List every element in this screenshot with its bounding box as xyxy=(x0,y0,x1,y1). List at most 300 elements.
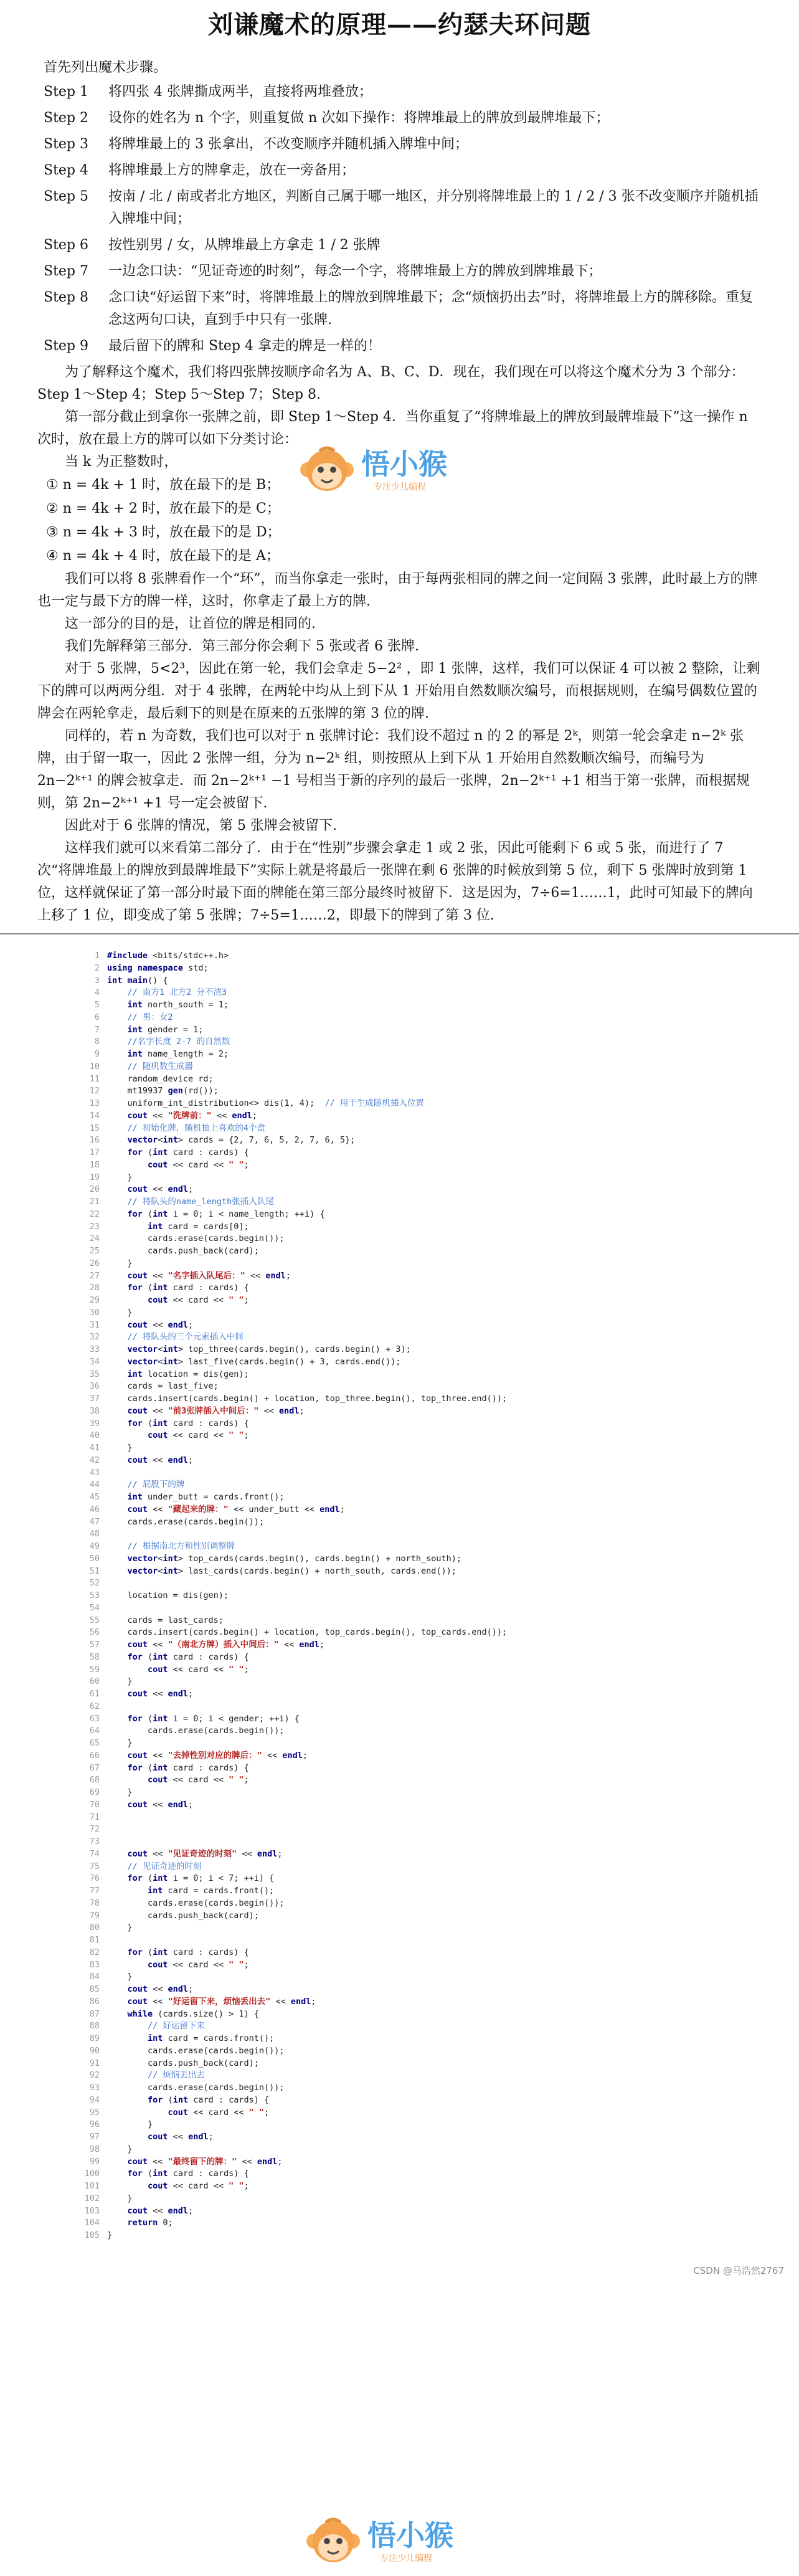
code-text: cout << endl; xyxy=(127,1184,194,1195)
line-number: 45 xyxy=(89,1492,100,1502)
paragraph-six-cards-summary: 因此对于 6 张牌的情况，第 5 张牌会被留下. xyxy=(65,818,337,834)
code-line xyxy=(62,2193,747,2205)
paragraph-purpose: 这一部分的目的是，让首位的牌是相同的. xyxy=(65,616,316,632)
code-line xyxy=(62,1098,747,1110)
case-item: ① n = 4k + 1 时，放在最下的是 B； xyxy=(46,477,280,493)
code-line xyxy=(62,1418,747,1430)
line-number: 105 xyxy=(84,2230,100,2240)
paragraph-ring: 我们可以将 8 张牌看作一个“环”，而当你拿走一张时，由于每两张相同的牌之间一定间隔 3 张牌，此时最上方的牌也一定与最下方的牌一样，这时，你拿走了最上方的牌. xyxy=(37,571,758,609)
code-block xyxy=(0,944,799,2564)
code-line xyxy=(62,1012,747,1024)
line-number: 62 xyxy=(89,1701,100,1711)
line-number: 67 xyxy=(89,1762,100,1773)
code-line xyxy=(62,1959,747,1972)
code-line xyxy=(62,1295,747,1307)
code-text: cout << card << " "; xyxy=(148,1664,249,1675)
line-number: 33 xyxy=(89,1344,100,1354)
code-text: } xyxy=(107,1676,133,1687)
paragraph-k-positive: 当 k 为正整数时， xyxy=(65,454,178,470)
line-number: 34 xyxy=(89,1356,100,1367)
line-number: 14 xyxy=(89,1110,100,1121)
code-text: // 根据南北方和性别调整牌 xyxy=(127,1541,235,1551)
code-text: int name_length = 2; xyxy=(127,1049,229,1059)
code-text: cout << endl; xyxy=(127,1799,194,1810)
code-line xyxy=(62,1984,747,1996)
line-number: 96 xyxy=(89,2119,100,2130)
code-line xyxy=(62,1516,747,1529)
step-item xyxy=(44,133,762,156)
code-line xyxy=(62,1085,747,1098)
line-number: 44 xyxy=(89,1480,100,1490)
article xyxy=(0,0,799,934)
line-number: 29 xyxy=(89,1295,100,1305)
step-text: 一边念口诀：“见证奇迹的时刻”，每念一个字，将牌堆最上方的牌放到牌堆最下； xyxy=(108,264,602,279)
code-line xyxy=(62,1688,747,1701)
watermark-brand: 悟小猴 xyxy=(367,2519,453,2552)
monkey-logo-icon xyxy=(299,442,355,498)
code-line xyxy=(62,2119,747,2131)
watermark-tagline: 专注少儿编程 xyxy=(374,482,426,492)
code-text: } xyxy=(107,1307,133,1318)
line-number: 84 xyxy=(89,1972,100,1982)
code-text: cout << card << " "; xyxy=(148,1159,249,1170)
code-line xyxy=(62,1750,747,1762)
step-item xyxy=(44,287,762,331)
code-line xyxy=(62,1369,747,1381)
step-item xyxy=(44,260,762,283)
code-text: } xyxy=(107,1738,133,1748)
step-text: 将牌堆最上的 3 张拿出，不改变顺序并随机插入牌堆中间； xyxy=(108,136,468,152)
line-number: 30 xyxy=(89,1307,100,1318)
code-text: vector<int> last_cards(cards.begin() + north_south, cards.end()); xyxy=(127,1566,456,1576)
code-text: for (int i = 0; i < 7; ++i) { xyxy=(127,1873,275,1884)
code-line xyxy=(62,1898,747,1910)
line-number: 59 xyxy=(89,1664,100,1675)
code-text: // 见证奇迹的时刻 xyxy=(127,1861,202,1871)
code-line xyxy=(62,1479,747,1491)
code-text: for (int i = 0; i < name_length; ++i) { xyxy=(127,1209,325,1219)
code-text: for (int card : cards) { xyxy=(127,1418,249,1428)
code-text: vector<int> top_cards(cards.begin(), cards.begin() + north_south); xyxy=(127,1553,461,1564)
code-text: cout << "最终留下的牌：" << endl; xyxy=(127,2156,283,2167)
code-line xyxy=(62,1491,747,1504)
steps-list xyxy=(37,81,762,358)
code-line xyxy=(62,1823,747,1836)
code-text: vector<int> last_five(cards.begin() + 3, cards.end()); xyxy=(127,1356,401,1367)
code-line xyxy=(62,2045,747,2058)
line-number: 1 xyxy=(94,951,100,961)
code-line xyxy=(62,2082,747,2094)
line-number: 48 xyxy=(89,1529,100,1539)
code-text: vector<int> top_three(cards.begin(), cards.begin() + 3); xyxy=(127,1344,411,1354)
line-number: 93 xyxy=(89,2083,100,2093)
code-text: } xyxy=(107,2144,133,2154)
code-line xyxy=(62,1577,747,1590)
step-label: Step 5 xyxy=(44,189,89,204)
code-text: // 男：女2 xyxy=(127,1012,173,1022)
line-number: 100 xyxy=(84,2169,100,2179)
code-line xyxy=(62,1762,747,1775)
code-line xyxy=(62,2008,747,2021)
code-line xyxy=(62,1036,747,1048)
watermark-brand: 悟小猴 xyxy=(361,447,447,481)
line-number: 13 xyxy=(89,1098,100,1108)
line-number: 64 xyxy=(89,1726,100,1736)
code-line xyxy=(62,1282,747,1295)
line-number: 79 xyxy=(89,1910,100,1921)
code-text: while (cards.size() > 1) { xyxy=(127,2008,259,2019)
line-number: 98 xyxy=(89,2144,100,2154)
line-number: 90 xyxy=(89,2045,100,2056)
line-number: 69 xyxy=(89,1787,100,1797)
code-line xyxy=(62,1528,747,1541)
code-line xyxy=(62,2156,747,2169)
code-line xyxy=(62,2058,747,2070)
line-number: 80 xyxy=(89,1922,100,1933)
code-text: cout << "去掉性别对应的牌后：" << endl; xyxy=(127,1750,308,1761)
line-number: 21 xyxy=(89,1197,100,1207)
code-line xyxy=(62,1627,747,1639)
code-text: // 初始化牌，随机抽上喜欢的4个盒 xyxy=(127,1123,266,1133)
code-text: cards.push_back(card); xyxy=(107,1246,259,1256)
line-number: 103 xyxy=(84,2205,100,2216)
code-text: cout << "前3张牌插入中间后：" << endl; xyxy=(127,1405,305,1416)
line-number: 25 xyxy=(89,1246,100,1256)
code-line xyxy=(62,1873,747,1885)
code-line xyxy=(62,1639,747,1652)
line-number: 51 xyxy=(89,1566,100,1576)
step-item xyxy=(44,234,762,257)
watermark xyxy=(299,436,486,505)
line-number: 97 xyxy=(89,2132,100,2142)
line-number: 101 xyxy=(84,2181,100,2191)
case-item: ④ n = 4k + 4 时，放在最下的是 A； xyxy=(46,548,280,564)
line-number: 71 xyxy=(89,1812,100,1822)
code-line xyxy=(62,1652,747,1664)
code-line xyxy=(62,2131,747,2144)
line-number: 2 xyxy=(94,962,100,973)
paragraph-part-one: 第一部分截止到拿你一张牌之前，即 Step 1～Step 4．当你重复了“将牌堆最上的牌放到最牌堆最下”这一操作 n 次时，放在最上方的牌可以如下分类讨论： xyxy=(37,409,748,447)
code-text: // 南方1 北方2 分不清3 xyxy=(127,987,227,998)
line-number: 58 xyxy=(89,1652,100,1662)
code-text: random_device rd; xyxy=(107,1073,214,1084)
line-number: 15 xyxy=(89,1123,100,1133)
line-number: 23 xyxy=(89,1221,100,1232)
line-number: 49 xyxy=(89,1541,100,1551)
line-number: 89 xyxy=(89,2033,100,2043)
line-number: 102 xyxy=(84,2193,100,2203)
step-label: Step 9 xyxy=(44,338,89,354)
code-text: } xyxy=(107,1172,133,1182)
line-number: 65 xyxy=(89,1738,100,1748)
code-text: int under_butt = cards.front(); xyxy=(127,1492,285,1502)
line-number: 50 xyxy=(89,1553,100,1564)
line-number: 9 xyxy=(94,1049,100,1059)
code-line xyxy=(62,1934,747,1947)
code-line xyxy=(62,1123,747,1135)
line-number: 88 xyxy=(89,2021,100,2032)
code-line xyxy=(62,1787,747,1799)
line-number: 6 xyxy=(94,1012,100,1022)
step-item xyxy=(44,81,762,103)
paragraph-part-three: 我们先解释第三部分．第三部分你会剩下 5 张或者 6 张牌. xyxy=(65,639,419,654)
code-line xyxy=(62,1947,747,1959)
code-line xyxy=(62,1996,747,2008)
step-label: Step 3 xyxy=(44,136,89,152)
code-line xyxy=(62,1307,747,1319)
code-line xyxy=(62,1861,747,1873)
code-text: cards.erase(cards.begin()); xyxy=(107,2045,285,2056)
code-line xyxy=(62,1848,747,1861)
line-number: 83 xyxy=(89,1959,100,1970)
line-number: 3 xyxy=(94,975,100,986)
code-text: int gender = 1; xyxy=(127,1024,204,1035)
code-text: cout << card << " "; xyxy=(148,2181,249,2191)
code-line xyxy=(62,1024,747,1037)
line-number: 70 xyxy=(89,1799,100,1810)
monkey-logo-icon xyxy=(305,2514,361,2570)
line-number: 95 xyxy=(89,2107,100,2117)
line-number: 56 xyxy=(89,1627,100,1638)
code-line xyxy=(62,2033,747,2045)
code-line xyxy=(62,1799,747,1812)
code-line xyxy=(62,2144,747,2156)
code-text: using namespace std; xyxy=(107,962,209,973)
code-text: cards.erase(cards.begin()); xyxy=(107,1898,285,1908)
line-number: 94 xyxy=(89,2094,100,2105)
code-text: cout << endl; xyxy=(127,1984,194,1994)
code-line xyxy=(62,1836,747,1848)
line-number: 99 xyxy=(89,2156,100,2167)
line-number: 18 xyxy=(89,1159,100,1170)
code-text: cards.insert(cards.begin() + location, top_cards.begin(), top_cards.end()); xyxy=(107,1627,508,1638)
code-text: cards.push_back(card); xyxy=(107,1910,259,1921)
line-number: 68 xyxy=(89,1775,100,1785)
code-line xyxy=(62,1467,747,1480)
code-text: cards.erase(cards.begin()); xyxy=(107,1516,264,1527)
step-item xyxy=(44,159,762,182)
code-line xyxy=(62,2205,747,2218)
code-line xyxy=(62,1701,747,1713)
code-text: // 将队头的name_length张插入队尾 xyxy=(127,1197,274,1207)
line-number: 55 xyxy=(89,1615,100,1625)
code-line xyxy=(62,1209,747,1221)
step-label: Step 6 xyxy=(44,237,89,253)
page-title: 刘谦魔术的原理——约瑟夫环问题 xyxy=(208,10,591,39)
code-text: for (int card : cards) { xyxy=(127,1947,249,1957)
step-text: 按性别男 / 女，从牌堆最上方拿走 1 / 2 张牌 xyxy=(108,237,381,253)
code-line xyxy=(62,1184,747,1196)
code-text: } xyxy=(107,2193,133,2203)
code-line xyxy=(62,2180,747,2193)
line-number: 26 xyxy=(89,1258,100,1268)
code-text: int card = cards.front(); xyxy=(148,2033,275,2043)
line-number: 61 xyxy=(89,1689,100,1699)
line-number: 24 xyxy=(89,1233,100,1244)
case-item: ③ n = 4k + 3 时，放在最下的是 D； xyxy=(46,525,281,540)
code-line xyxy=(62,1356,747,1369)
watermark xyxy=(305,2507,492,2576)
code-text: int main() { xyxy=(107,975,168,986)
step-label: Step 7 xyxy=(44,264,89,279)
line-number: 63 xyxy=(89,1713,100,1724)
line-number: 53 xyxy=(89,1590,100,1600)
code-line xyxy=(62,1910,747,1922)
code-line xyxy=(62,1922,747,1934)
line-number: 10 xyxy=(89,1061,100,1072)
line-number: 47 xyxy=(89,1516,100,1527)
code-line xyxy=(62,1590,747,1602)
code-line xyxy=(62,1319,747,1332)
code-line xyxy=(62,2070,747,2082)
line-number: 85 xyxy=(89,1984,100,1994)
intro-text: 首先列出魔术步骤。 xyxy=(44,60,168,75)
code-line xyxy=(62,1159,747,1172)
line-number: 19 xyxy=(89,1172,100,1182)
code-line xyxy=(62,2094,747,2107)
code-line xyxy=(62,1381,747,1393)
paragraph-five-cards: 对于 5 张牌，5<2³，因此在第一轮，我们会拿走 5−2² ，即 1 张牌，这样，我们可以保证 4 可以被 2 整除，让剩下的牌可以两两分组．对于 4 张牌，在两轮中均从上到下从 1 开始用自然数顺次编号，而根据规则，在编号偶数位置的牌会在两轮拿走，最后剩下的则是在原来的五张牌的第 3 位的牌. xyxy=(37,661,760,721)
code-text: for (int card : cards) { xyxy=(127,2169,249,2179)
line-number: 78 xyxy=(89,1898,100,1908)
code-text: cout << endl; xyxy=(127,1689,194,1699)
code-text: cout << card << " "; xyxy=(148,1775,249,1785)
code-text: cards.insert(cards.begin() + location, top_three.begin(), top_three.end()); xyxy=(107,1394,508,1404)
code-line xyxy=(62,1566,747,1578)
code-text: } xyxy=(107,1258,133,1268)
code-line xyxy=(62,1196,747,1209)
code-text: } xyxy=(107,1443,133,1453)
line-number: 43 xyxy=(89,1467,100,1478)
code-line xyxy=(62,2107,747,2119)
code-line xyxy=(62,1048,747,1061)
code-text: cards.erase(cards.begin()); xyxy=(107,2083,285,2093)
code-lines xyxy=(62,950,747,2242)
code-line xyxy=(62,1221,747,1233)
line-number: 92 xyxy=(89,2070,100,2081)
line-number: 12 xyxy=(89,1086,100,1096)
code-text: cout << "藏起来的牌：" << under_butt << endl; xyxy=(127,1504,345,1514)
code-line xyxy=(62,2168,747,2180)
step-item xyxy=(44,107,762,130)
code-text: } xyxy=(107,1787,133,1797)
code-line xyxy=(62,1664,747,1676)
code-text: cards.push_back(card); xyxy=(107,2058,259,2068)
code-line xyxy=(62,1676,747,1688)
line-number: 7 xyxy=(94,1024,100,1035)
line-number: 82 xyxy=(89,1947,100,1957)
line-number: 60 xyxy=(89,1676,100,1687)
code-text: } xyxy=(107,2230,113,2240)
code-line xyxy=(62,1737,747,1750)
line-number: 22 xyxy=(89,1209,100,1219)
step-text: 最后留下的牌和 Step 4 拿走的牌是一样的！ xyxy=(108,338,381,354)
line-number: 36 xyxy=(89,1381,100,1392)
code-line xyxy=(62,1393,747,1405)
line-number: 16 xyxy=(89,1135,100,1146)
step-text: 念口诀“好运留下来”时，将牌堆最上的牌放到牌堆最下；念“烦恼扔出去”时，将牌堆最上方的牌移除。重复念这两句口诀，直到手中只有一张牌. xyxy=(108,290,753,328)
line-number: 46 xyxy=(89,1504,100,1514)
line-number: 28 xyxy=(89,1283,100,1293)
code-line xyxy=(62,1405,747,1418)
code-line xyxy=(62,1455,747,1467)
code-text: #include <bits/stdc++.h> xyxy=(107,951,229,961)
paragraph-part-two: 这样我们就可以来看第二部分了．由于在“性别”步骤会拿走 1 或 2 张，因此可能剩下 6 或 5 张，而进行了 7 次“将牌堆最上的牌放到最牌堆最下”实际上就是将最后一张牌在剩 6 张牌的时候放到第 5 位，剩下 5 张牌时放到第 1 位，这样就保证了第一部分时最下面的牌能在第三部分最终时被留下．这是因为，7÷6=1……1，此时可知最下的牌向上移了 1 位，即变成了第 5 张牌；7÷5=1……2，即最下的牌到了第 3 位. xyxy=(37,840,753,923)
code-line xyxy=(62,1147,747,1159)
step-text: 将牌堆最上方的牌拿走，放在一旁备用； xyxy=(108,163,356,178)
step-label: Step 1 xyxy=(44,84,89,100)
line-number: 17 xyxy=(89,1148,100,1157)
code-line xyxy=(62,1061,747,1073)
line-number: 104 xyxy=(84,2218,100,2228)
code-line xyxy=(62,1774,747,1787)
code-text: cout << endl; xyxy=(127,1319,194,1330)
line-number: 52 xyxy=(89,1578,100,1589)
code-line xyxy=(62,1602,747,1615)
code-text: cout << endl; xyxy=(127,2205,194,2216)
code-text: cout << endl; xyxy=(148,2132,214,2142)
line-number: 91 xyxy=(89,2058,100,2068)
line-number: 8 xyxy=(94,1037,100,1047)
line-number: 81 xyxy=(89,1935,100,1945)
line-number: 40 xyxy=(89,1430,100,1441)
line-number: 74 xyxy=(89,1848,100,1859)
line-number: 32 xyxy=(89,1332,100,1343)
line-number: 54 xyxy=(89,1602,100,1613)
line-number: 86 xyxy=(89,1996,100,2007)
code-line xyxy=(62,1258,747,1270)
code-text: location = dis(gen); xyxy=(107,1590,229,1600)
code-text: } xyxy=(107,1972,133,1982)
line-number: 20 xyxy=(89,1184,100,1195)
code-text: // 烦恼丢出去 xyxy=(148,2070,205,2081)
line-number: 31 xyxy=(89,1319,100,1330)
code-text: // 将队头的三个元素插入中间 xyxy=(127,1332,243,1343)
code-text: cout << "（南北方牌）插入中间后：" << endl; xyxy=(127,1640,324,1650)
code-text: mt19937 gen(rd()); xyxy=(107,1086,219,1096)
step-item xyxy=(44,186,762,231)
step-label: Step 8 xyxy=(44,290,89,305)
code-text: cout << endl; xyxy=(127,1455,194,1465)
code-text: for (int card : cards) { xyxy=(127,1652,249,1662)
code-text: cout << card << " "; xyxy=(148,1959,249,1970)
line-number: 87 xyxy=(89,2008,100,2019)
step-label: Step 2 xyxy=(44,110,89,126)
code-text: cout << "名字插入队尾后：" << endl; xyxy=(127,1270,291,1281)
line-number: 73 xyxy=(89,1837,100,1846)
code-line xyxy=(62,2230,747,2242)
code-line xyxy=(62,1073,747,1086)
code-text: uniform_int_distribution<> dis(1, 4); // 用于生成随机插入位置 xyxy=(107,1098,424,1108)
code-text: for (int card : cards) { xyxy=(127,1762,249,1773)
code-line xyxy=(62,1971,747,1984)
code-text: int north_south = 1; xyxy=(127,1000,229,1010)
code-line xyxy=(62,975,747,987)
code-line xyxy=(62,1233,747,1245)
line-number: 41 xyxy=(89,1443,100,1453)
watermark-tagline: 专注少儿编程 xyxy=(380,2554,432,2564)
csdn-credit[interactable]: CSDN @马浩然2767 xyxy=(693,2265,784,2276)
line-number: 76 xyxy=(89,1873,100,1884)
code-text: for (int card : cards) { xyxy=(148,2094,270,2105)
code-line xyxy=(62,1134,747,1147)
line-number: 4 xyxy=(94,987,100,998)
code-text: for (int card : cards) { xyxy=(127,1283,249,1293)
code-text: int card = cards[0]; xyxy=(148,1221,249,1232)
line-number: 77 xyxy=(89,1886,100,1896)
code-text: // 随机数生成器 xyxy=(127,1061,193,1072)
code-line xyxy=(62,1430,747,1442)
